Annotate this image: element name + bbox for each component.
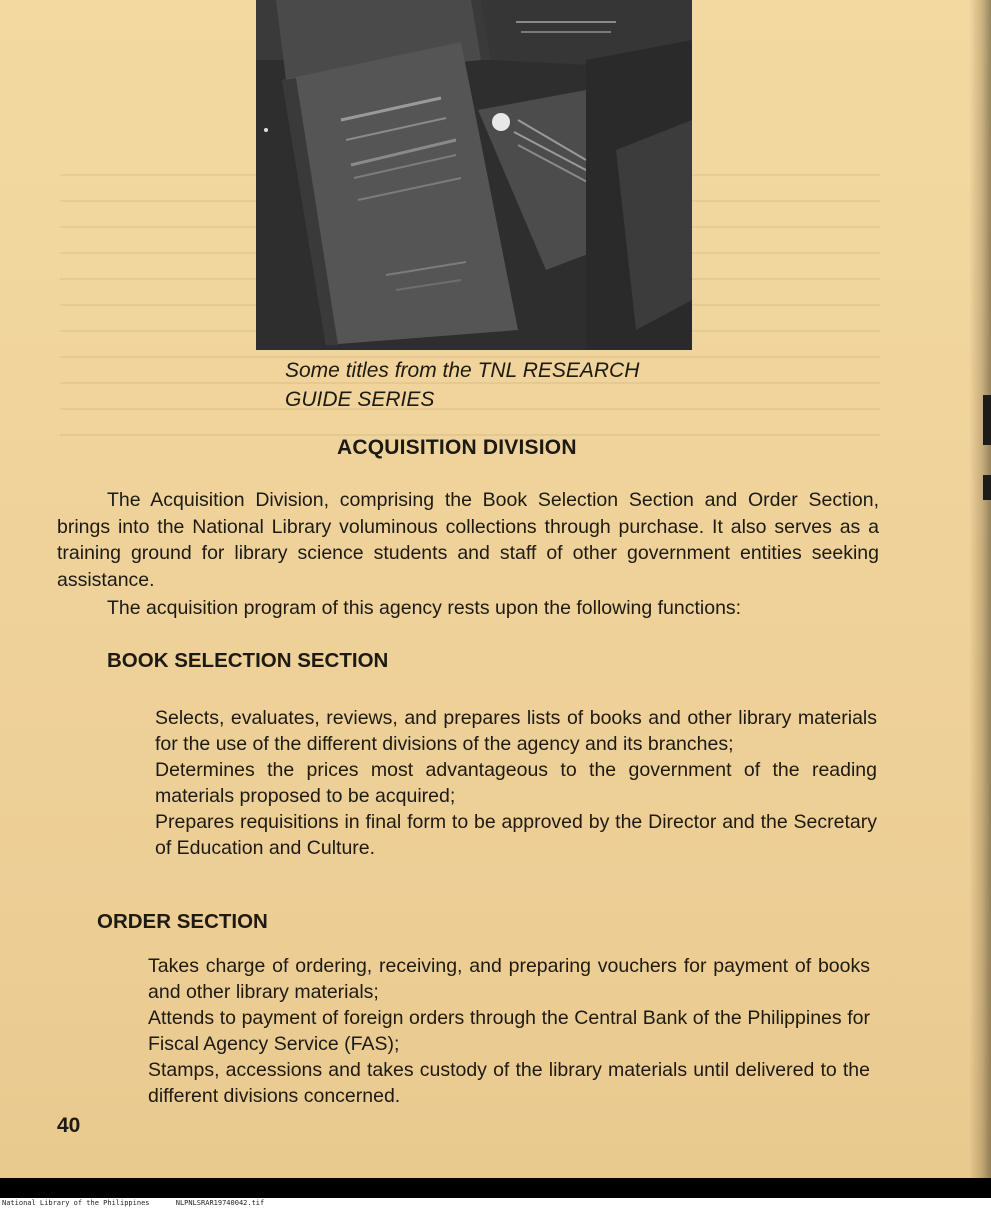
caption-line-2: GUIDE SERIES (285, 388, 435, 411)
footer-file-id: NLPNLSRAR19740042.tif (175, 1199, 265, 1207)
page-edge-shadow (969, 0, 991, 1178)
books-photo (256, 0, 692, 350)
page-number: 40 (57, 1114, 81, 1137)
footer-source: National Library of the Philippines (2, 1199, 150, 1207)
order-section-list (148, 953, 870, 1109)
intro-paragraph: The Acquisition Division, comprising the Book Selection Section and Order Section, brings into the National Library voluminous collections through purchase. It also serves as a training ground for library science students and staff of other government entities seeking assistance. (57, 489, 879, 591)
book-photo-icon (256, 0, 692, 350)
book-selection-list (155, 705, 877, 861)
list-item: Selects, evaluates, reviews, and prepares lists of books and other library materials for the use of the different divisions of the agency and its branches; (155, 707, 877, 755)
edge-tab-mark (983, 475, 991, 500)
caption-line-1: Some titles from the TNL RESEARCH (285, 359, 640, 382)
edge-tab-mark (983, 395, 991, 445)
order-section-heading: ORDER SECTION (97, 910, 268, 933)
list-item: Stamps, accessions and takes custody of the library materials until delivered to the different divisions concerned. (148, 1059, 870, 1107)
list-item: Attends to payment of foreign orders through the Central Bank of the Philippines for Fiscal Agency Service (FAS); (148, 1007, 870, 1055)
photo-caption (285, 356, 705, 414)
list-item: Takes charge of ordering, receiving, and preparing vouchers for payment of books and other library materials; (148, 955, 870, 1003)
list-item: Prepares requisitions in final form to be approved by the Director and the Secretary of Education and Culture. (155, 811, 877, 859)
book-selection-heading: BOOK SELECTION SECTION (107, 649, 389, 672)
scan-footer (0, 1198, 991, 1208)
division-heading: ACQUISITION DIVISION (337, 436, 577, 459)
program-sentence: The acquisition program of this agency rests upon the following functions: (107, 597, 742, 619)
list-item: Determines the prices most advantageous to the government of the reading materials proposed to be acquired; (155, 759, 877, 807)
